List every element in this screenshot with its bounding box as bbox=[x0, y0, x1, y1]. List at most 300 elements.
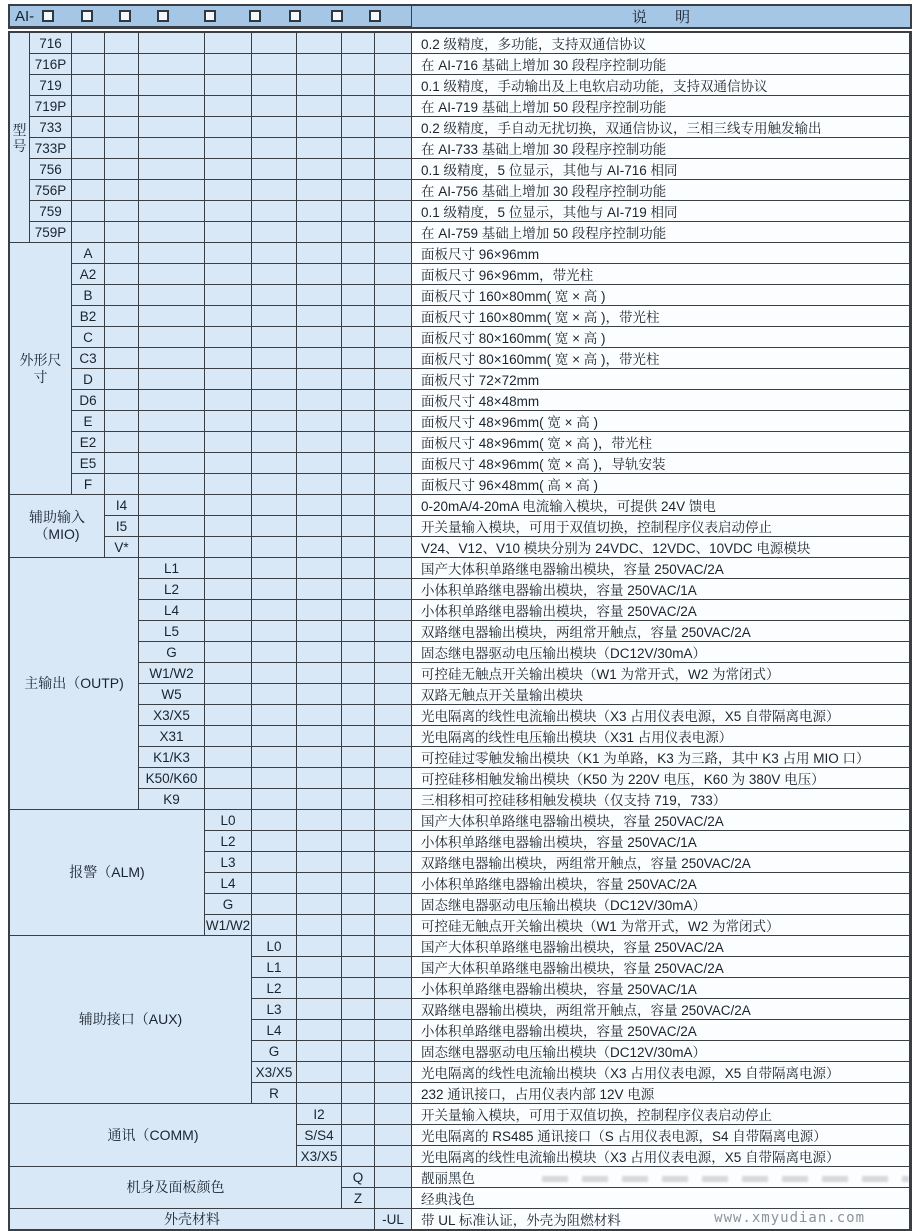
option-cell-empty bbox=[205, 33, 252, 54]
option-cell-empty bbox=[375, 1167, 412, 1188]
description-text: 232 通讯接口，占用仪表内部 12V 电源 bbox=[421, 1087, 655, 1102]
option-description bbox=[412, 390, 910, 411]
description-text: 面板尺寸 48×96mm( 宽 × 高 )，带光柱 bbox=[421, 436, 653, 451]
option-cell-empty bbox=[139, 453, 205, 474]
option-description bbox=[412, 873, 910, 894]
option-description bbox=[412, 558, 910, 579]
option-cell-empty bbox=[205, 684, 252, 705]
option-cell-empty bbox=[105, 432, 139, 453]
option-cell-empty bbox=[342, 810, 375, 831]
option-cell-empty bbox=[297, 390, 342, 411]
description-text: 在 AI-716 基础上增加 30 段程序控制功能 bbox=[421, 58, 667, 73]
option-description bbox=[412, 138, 910, 159]
description-text: 面板尺寸 48×96mm( 宽 × 高 ) bbox=[421, 415, 599, 430]
option-description bbox=[412, 432, 910, 453]
option-cell-empty bbox=[139, 117, 205, 138]
description-text: 面板尺寸 48×48mm bbox=[421, 394, 540, 409]
option-cell-empty bbox=[342, 243, 375, 264]
section-label-text: 辅助输入 bbox=[29, 509, 85, 525]
option-code-size: F bbox=[72, 474, 105, 495]
option-description bbox=[412, 915, 910, 936]
option-description bbox=[412, 369, 910, 390]
description-text: 可控硅无触点开关输出模块（W1 为常开式，W2 为常闭式） bbox=[421, 667, 780, 682]
option-cell-empty bbox=[205, 474, 252, 495]
option-cell-empty bbox=[252, 453, 297, 474]
option-cell-empty bbox=[342, 537, 375, 558]
option-cell-empty bbox=[252, 852, 297, 873]
option-cell-empty bbox=[375, 894, 412, 915]
option-code-size: D6 bbox=[72, 390, 105, 411]
option-code-comm: X3/X5 bbox=[297, 1146, 342, 1167]
option-cell-empty bbox=[342, 957, 375, 978]
option-description bbox=[412, 1188, 910, 1209]
option-cell-empty bbox=[139, 96, 205, 117]
option-cell-empty bbox=[375, 306, 412, 327]
option-cell-empty bbox=[297, 243, 342, 264]
option-description bbox=[412, 474, 910, 495]
option-cell-empty bbox=[375, 453, 412, 474]
option-cell-empty bbox=[297, 621, 342, 642]
description-text: 小体积单路继电器输出模块，容量 250VAC/2A bbox=[421, 604, 697, 619]
option-cell-empty bbox=[72, 117, 105, 138]
option-code-aux: L3 bbox=[252, 999, 297, 1020]
option-cell-empty bbox=[139, 264, 205, 285]
option-cell-empty bbox=[297, 369, 342, 390]
option-checkbox bbox=[331, 10, 343, 22]
option-cell-empty bbox=[252, 558, 297, 579]
option-code-size: A bbox=[72, 243, 105, 264]
option-cell-empty bbox=[375, 873, 412, 894]
option-cell-empty bbox=[342, 369, 375, 390]
option-cell-empty bbox=[375, 747, 412, 768]
option-cell-empty bbox=[139, 327, 205, 348]
option-cell-empty bbox=[297, 96, 342, 117]
description-text: 面板尺寸 80×160mm( 宽 × 高 ) bbox=[421, 331, 606, 346]
option-cell-empty bbox=[252, 180, 297, 201]
option-cell-empty bbox=[297, 432, 342, 453]
option-cell-empty bbox=[375, 432, 412, 453]
description-text: 面板尺寸 160×80mm( 宽 × 高 )，带光柱 bbox=[421, 310, 660, 325]
option-checkbox bbox=[81, 10, 93, 22]
option-description bbox=[412, 537, 910, 558]
option-code-color: Z bbox=[342, 1188, 375, 1209]
option-cell-empty bbox=[375, 831, 412, 852]
option-description bbox=[412, 705, 910, 726]
option-cell-empty bbox=[342, 306, 375, 327]
model-code-header bbox=[10, 6, 412, 27]
option-description bbox=[412, 852, 910, 873]
option-cell-empty bbox=[252, 75, 297, 96]
description-text: 国产大体积单路继电器输出模块，容量 250VAC/2A bbox=[421, 961, 724, 976]
option-checkbox bbox=[157, 10, 169, 22]
description-text: 经典浅色 bbox=[421, 1192, 475, 1207]
option-code-outp: G bbox=[139, 642, 205, 663]
option-code-aux: L0 bbox=[252, 936, 297, 957]
description-text: 带 UL 标准认证，外壳为阻燃材料 bbox=[421, 1213, 621, 1228]
option-description bbox=[412, 117, 910, 138]
option-cell-empty bbox=[297, 327, 342, 348]
option-cell-empty bbox=[375, 96, 412, 117]
option-code-alm: G bbox=[205, 894, 252, 915]
option-description bbox=[412, 726, 910, 747]
model-prefix: AI- bbox=[15, 8, 35, 25]
option-cell-empty bbox=[375, 138, 412, 159]
option-cell-empty bbox=[139, 474, 205, 495]
option-description bbox=[412, 747, 910, 768]
option-description bbox=[412, 75, 910, 96]
option-cell-empty bbox=[105, 33, 139, 54]
description-text: 双路无触点开关量输出模块 bbox=[421, 688, 583, 703]
option-code-aux: R bbox=[252, 1083, 297, 1104]
option-cell-empty bbox=[139, 537, 205, 558]
option-code-aux: L4 bbox=[252, 1020, 297, 1041]
description-text: 靓丽黑色 bbox=[421, 1171, 475, 1186]
description-text: 开关量输入模块，可用于双值切换，控制程序仪表启动停止 bbox=[421, 1108, 772, 1123]
option-description bbox=[412, 306, 910, 327]
option-cell-empty bbox=[297, 474, 342, 495]
option-cell-empty bbox=[252, 264, 297, 285]
option-description bbox=[412, 495, 910, 516]
option-cell-empty bbox=[252, 684, 297, 705]
option-cell-empty bbox=[252, 642, 297, 663]
option-cell-empty bbox=[375, 1020, 412, 1041]
description-text: 三相移相可控硅移相触发模块（仅支持 719，733） bbox=[421, 793, 727, 808]
option-cell-empty bbox=[375, 474, 412, 495]
option-cell-empty bbox=[205, 768, 252, 789]
description-text: 0.1 级精度，手动输出及上电软启动功能，支持双通信协议 bbox=[421, 79, 768, 94]
option-cell-empty bbox=[252, 369, 297, 390]
option-code-mio: I4 bbox=[105, 495, 139, 516]
option-cell-empty bbox=[375, 789, 412, 810]
option-cell-empty bbox=[375, 75, 412, 96]
option-description bbox=[412, 642, 910, 663]
section-label-text: 报警（ALM) bbox=[69, 864, 145, 880]
option-description bbox=[412, 936, 910, 957]
option-cell-empty bbox=[252, 537, 297, 558]
option-cell-empty bbox=[342, 789, 375, 810]
option-cell-empty bbox=[139, 285, 205, 306]
description-header: 说 明 bbox=[631, 9, 703, 26]
option-cell-empty bbox=[297, 1062, 342, 1083]
option-cell-empty bbox=[139, 306, 205, 327]
option-cell-empty bbox=[342, 684, 375, 705]
option-checkbox bbox=[204, 10, 216, 22]
option-cell-empty bbox=[342, 852, 375, 873]
option-cell-empty bbox=[375, 411, 412, 432]
option-cell-empty bbox=[72, 201, 105, 222]
option-code-model: 756 bbox=[30, 159, 72, 180]
option-cell-empty bbox=[252, 705, 297, 726]
option-cell-empty bbox=[375, 663, 412, 684]
option-cell-empty bbox=[342, 222, 375, 243]
option-code-alm: L2 bbox=[205, 831, 252, 852]
option-cell-empty bbox=[375, 180, 412, 201]
section-label-text: 辅助接口（AUX) bbox=[78, 1011, 183, 1027]
option-cell-empty bbox=[105, 348, 139, 369]
option-code-aux: L2 bbox=[252, 978, 297, 999]
option-cell-empty bbox=[342, 348, 375, 369]
option-code-comm: I2 bbox=[297, 1104, 342, 1125]
option-cell-empty bbox=[375, 1146, 412, 1167]
section-label-case bbox=[10, 1209, 375, 1230]
option-cell-empty bbox=[252, 432, 297, 453]
option-cell-empty bbox=[342, 285, 375, 306]
description-text: 面板尺寸 96×96mm，带光柱 bbox=[421, 268, 594, 283]
option-code-size: E bbox=[72, 411, 105, 432]
option-description bbox=[412, 243, 910, 264]
option-code-size: C bbox=[72, 327, 105, 348]
option-description bbox=[412, 411, 910, 432]
option-cell-empty bbox=[342, 999, 375, 1020]
option-cell-empty bbox=[342, 621, 375, 642]
description-text: 面板尺寸 72×72mm bbox=[421, 373, 540, 388]
description-text: 固态继电器驱动电压输出模块（DC12V/30mA） bbox=[421, 898, 707, 913]
option-checkbox bbox=[289, 10, 301, 22]
option-cell-empty bbox=[375, 1041, 412, 1062]
option-cell-empty bbox=[297, 285, 342, 306]
option-code-alm: L3 bbox=[205, 852, 252, 873]
option-cell-empty bbox=[342, 201, 375, 222]
option-cell-empty bbox=[297, 831, 342, 852]
option-cell-empty bbox=[205, 96, 252, 117]
option-cell-empty bbox=[252, 663, 297, 684]
option-cell-empty bbox=[297, 264, 342, 285]
option-cell-empty bbox=[375, 495, 412, 516]
section-label-mio bbox=[10, 495, 105, 558]
option-cell-empty bbox=[297, 138, 342, 159]
option-cell-empty bbox=[205, 327, 252, 348]
option-cell-empty bbox=[297, 558, 342, 579]
option-cell-empty bbox=[205, 117, 252, 138]
description-text: 0.1 级精度，5 位显示，其他与 AI-719 相同 bbox=[421, 205, 678, 220]
option-cell-empty bbox=[375, 1188, 412, 1209]
option-cell-empty bbox=[375, 726, 412, 747]
option-cell-empty bbox=[342, 726, 375, 747]
description-text: 在 AI-759 基础上增加 50 段程序控制功能 bbox=[421, 226, 667, 241]
option-description bbox=[412, 516, 910, 537]
option-cell-empty bbox=[342, 474, 375, 495]
option-cell-empty bbox=[205, 180, 252, 201]
option-cell-empty bbox=[375, 936, 412, 957]
option-cell-empty bbox=[375, 978, 412, 999]
option-cell-empty bbox=[72, 54, 105, 75]
option-cell-empty bbox=[342, 558, 375, 579]
option-cell-empty bbox=[252, 768, 297, 789]
option-cell-empty bbox=[297, 705, 342, 726]
option-cell-empty bbox=[342, 159, 375, 180]
option-cell-empty bbox=[375, 915, 412, 936]
description-text: 光电隔离的线性电流输出模块（X3 占用仪表电源，X5 自带隔离电源） bbox=[421, 709, 840, 724]
option-cell-empty bbox=[105, 285, 139, 306]
option-description bbox=[412, 621, 910, 642]
option-code-model: 716P bbox=[30, 54, 72, 75]
description-text: 0.2 级精度，手自动无扰切换，双通信协议，三相三线专用触发输出 bbox=[421, 121, 822, 136]
option-cell-empty bbox=[105, 138, 139, 159]
option-cell-empty bbox=[205, 789, 252, 810]
option-cell-empty bbox=[139, 222, 205, 243]
option-cell-empty bbox=[252, 789, 297, 810]
option-description bbox=[412, 1104, 910, 1125]
option-cell-empty bbox=[375, 264, 412, 285]
option-cell-empty bbox=[205, 747, 252, 768]
option-code-alm: L4 bbox=[205, 873, 252, 894]
option-cell-empty bbox=[139, 411, 205, 432]
section-label-color bbox=[10, 1167, 342, 1209]
option-cell-empty bbox=[105, 180, 139, 201]
option-description bbox=[412, 999, 910, 1020]
description-text: 光电隔离的线性电流输出模块（X3 占用仪表电源，X5 自带隔离电源） bbox=[421, 1150, 840, 1165]
option-cell-empty bbox=[139, 75, 205, 96]
option-cell-empty bbox=[139, 243, 205, 264]
option-description bbox=[412, 159, 910, 180]
option-cell-empty bbox=[375, 558, 412, 579]
option-cell-empty bbox=[375, 369, 412, 390]
ordering-code-table bbox=[8, 31, 912, 1231]
option-cell-empty bbox=[375, 579, 412, 600]
option-cell-empty bbox=[342, 1083, 375, 1104]
option-description bbox=[412, 579, 910, 600]
section-label-alm bbox=[10, 810, 205, 936]
option-code-model: 733 bbox=[30, 117, 72, 138]
option-cell-empty bbox=[342, 768, 375, 789]
option-cell-empty bbox=[342, 264, 375, 285]
option-code-model: 759 bbox=[30, 201, 72, 222]
option-code-alm: L0 bbox=[205, 810, 252, 831]
option-cell-empty bbox=[297, 306, 342, 327]
option-description bbox=[412, 894, 910, 915]
option-cell-empty bbox=[205, 264, 252, 285]
option-description bbox=[412, 1062, 910, 1083]
option-cell-empty bbox=[342, 600, 375, 621]
option-cell-empty bbox=[139, 495, 205, 516]
option-cell-empty bbox=[375, 642, 412, 663]
option-code-outp: L5 bbox=[139, 621, 205, 642]
option-cell-empty bbox=[297, 348, 342, 369]
option-cell-empty bbox=[297, 537, 342, 558]
option-description bbox=[412, 201, 910, 222]
option-description bbox=[412, 180, 910, 201]
option-cell-empty bbox=[297, 453, 342, 474]
option-cell-empty bbox=[252, 894, 297, 915]
option-cell-empty bbox=[205, 453, 252, 474]
option-cell-empty bbox=[297, 54, 342, 75]
option-cell-empty bbox=[342, 516, 375, 537]
option-cell-empty bbox=[105, 117, 139, 138]
option-code-model: 756P bbox=[30, 180, 72, 201]
option-cell-empty bbox=[342, 432, 375, 453]
option-cell-empty bbox=[342, 390, 375, 411]
option-cell-empty bbox=[342, 1146, 375, 1167]
option-cell-empty bbox=[252, 96, 297, 117]
option-cell-empty bbox=[342, 54, 375, 75]
option-cell-empty bbox=[252, 201, 297, 222]
option-code-outp: K9 bbox=[139, 789, 205, 810]
option-code-model: 719 bbox=[30, 75, 72, 96]
option-cell-empty bbox=[342, 831, 375, 852]
option-cell-empty bbox=[72, 222, 105, 243]
description-text: 面板尺寸 80×160mm( 宽 × 高 )，带光柱 bbox=[421, 352, 660, 367]
option-cell-empty bbox=[342, 642, 375, 663]
option-code-model: 716 bbox=[30, 33, 72, 54]
option-code-mio: V* bbox=[105, 537, 139, 558]
option-cell-empty bbox=[139, 54, 205, 75]
option-cell-empty bbox=[297, 894, 342, 915]
option-cell-empty bbox=[105, 243, 139, 264]
option-cell-empty bbox=[252, 285, 297, 306]
option-cell-empty bbox=[342, 180, 375, 201]
option-cell-empty bbox=[297, 915, 342, 936]
description-text: 小体积单路继电器输出模块，容量 250VAC/1A bbox=[421, 982, 697, 997]
option-description bbox=[412, 768, 910, 789]
section-label-text: 机身及面板颜色 bbox=[126, 1179, 225, 1195]
option-description bbox=[412, 327, 910, 348]
section-label-subtext: （MIO) bbox=[34, 526, 80, 542]
option-cell-empty bbox=[105, 264, 139, 285]
option-cell-empty bbox=[342, 1062, 375, 1083]
option-cell-empty bbox=[342, 138, 375, 159]
option-cell-empty bbox=[342, 117, 375, 138]
option-cell-empty bbox=[205, 390, 252, 411]
description-text: 0.1 级精度，5 位显示，其他与 AI-716 相同 bbox=[421, 163, 678, 178]
option-description bbox=[412, 957, 910, 978]
option-cell-empty bbox=[375, 327, 412, 348]
option-cell-empty bbox=[375, 117, 412, 138]
option-cell-empty bbox=[375, 348, 412, 369]
option-cell-empty bbox=[205, 348, 252, 369]
option-cell-empty bbox=[297, 663, 342, 684]
option-cell-empty bbox=[205, 138, 252, 159]
description-text: 小体积单路继电器输出模块，容量 250VAC/1A bbox=[421, 583, 697, 598]
option-code-model: 759P bbox=[30, 222, 72, 243]
option-cell-empty bbox=[205, 558, 252, 579]
section-label-model bbox=[10, 33, 30, 243]
description-text: 小体积单路继电器输出模块，容量 250VAC/1A bbox=[421, 835, 697, 850]
option-code-outp: L4 bbox=[139, 600, 205, 621]
option-cell-empty bbox=[205, 705, 252, 726]
option-cell-empty bbox=[252, 33, 297, 54]
option-description bbox=[412, 810, 910, 831]
option-cell-empty bbox=[72, 180, 105, 201]
option-code-size: C3 bbox=[72, 348, 105, 369]
section-label-text: 通讯（COMM) bbox=[107, 1126, 199, 1143]
option-cell-empty bbox=[252, 474, 297, 495]
option-cell-empty bbox=[297, 75, 342, 96]
option-cell-empty bbox=[297, 957, 342, 978]
option-cell-empty bbox=[139, 390, 205, 411]
option-cell-empty bbox=[297, 201, 342, 222]
option-cell-empty bbox=[205, 579, 252, 600]
option-cell-empty bbox=[72, 138, 105, 159]
option-cell-empty bbox=[72, 75, 105, 96]
option-cell-empty bbox=[252, 138, 297, 159]
option-cell-empty bbox=[252, 327, 297, 348]
option-cell-empty bbox=[342, 33, 375, 54]
option-cell-empty bbox=[252, 516, 297, 537]
option-description bbox=[412, 1041, 910, 1062]
option-cell-empty bbox=[375, 222, 412, 243]
option-description bbox=[412, 348, 910, 369]
option-cell-empty bbox=[342, 1041, 375, 1062]
option-cell-empty bbox=[205, 495, 252, 516]
option-code-outp: K50/K60 bbox=[139, 768, 205, 789]
description-text: 在 AI-756 基础上增加 30 段程序控制功能 bbox=[421, 184, 667, 199]
option-cell-empty bbox=[375, 390, 412, 411]
option-description bbox=[412, 1209, 910, 1230]
option-cell-empty bbox=[375, 537, 412, 558]
option-description bbox=[412, 453, 910, 474]
option-cell-empty bbox=[139, 369, 205, 390]
option-cell-empty bbox=[297, 684, 342, 705]
